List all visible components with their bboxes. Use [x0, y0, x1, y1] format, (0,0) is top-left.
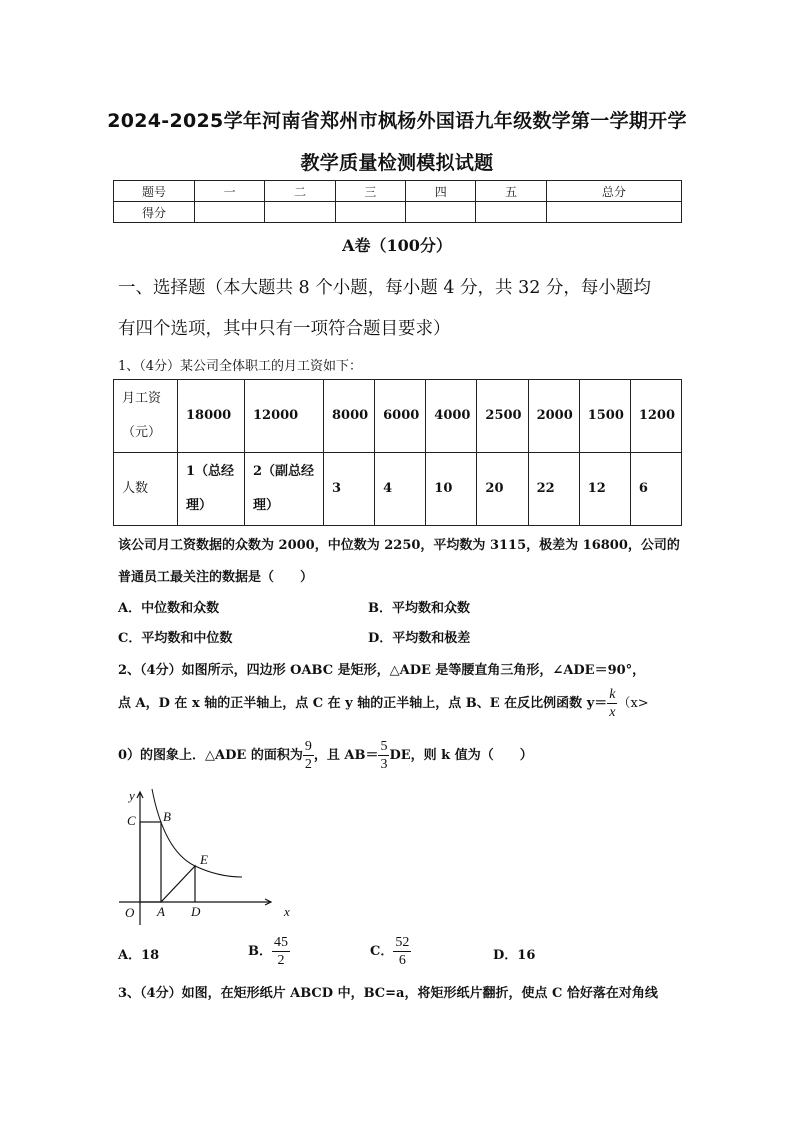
salary-cell: 2000	[528, 380, 579, 453]
q2-line-2: 点 A，D 在 x 轴的正半轴上，点 C 在 y 轴的正半轴上，点 B、E 在反比例函数 y＝ $\frac{k}{x}$ （x>	[118, 687, 649, 720]
q1-option-d[interactable]: D．平均数和极差	[368, 631, 471, 646]
count-cell: 4	[375, 453, 426, 526]
salary-cell: 18000	[178, 380, 245, 453]
area-fraction: $\frac{9}{2}$	[304, 739, 312, 772]
triangle-ade	[161, 866, 195, 902]
count-cell: 12	[579, 453, 630, 526]
count-cell: 1（总经 理）	[178, 453, 245, 526]
q3-line-1: 3、（4分）如图，在矩形纸片 ABCD 中，BC=a，将矩形纸片翻折，使点 C 恰好落在对角线	[118, 986, 658, 1001]
part-a-heading: A卷（100分）	[342, 236, 452, 255]
salary-cell: 1200	[630, 380, 681, 453]
salary-cell: 8000	[324, 380, 375, 453]
count-cell: 22	[528, 453, 579, 526]
hyperbola-curve	[152, 789, 242, 877]
label-e: E	[200, 852, 208, 867]
q2-option-c[interactable]: C． $\frac{52}{6}$	[370, 935, 410, 968]
count-row-label: 人数	[114, 453, 178, 526]
q1-text-1: 该公司月工资数据的众数为 2000，中位数为 2250，平均数为 3115，极差为 16800，公司的	[118, 538, 680, 553]
q2-option-d[interactable]: D．16	[493, 948, 536, 963]
label-d: D	[191, 904, 201, 919]
count-cell: 3	[324, 453, 375, 526]
label-b: B	[163, 809, 171, 824]
q1-prompt: 1、（4分）某公司全体职工的月工资如下：	[118, 359, 363, 374]
label-o: O	[125, 905, 135, 920]
q2-option-b[interactable]: B． $\frac{45}{2}$	[248, 935, 288, 968]
salary-cell: 1500	[579, 380, 630, 453]
score-header-cell: 二	[265, 181, 335, 202]
score-header-cell: 一	[195, 181, 265, 202]
label-a: A	[157, 904, 165, 919]
label-c: C	[127, 813, 136, 828]
salary-cell: 6000	[375, 380, 426, 453]
rectangle-oabc	[140, 822, 161, 902]
score-header-cell: 四	[406, 181, 476, 202]
q2-line-1: 2、（4分）如图所示，四边形 OABC 是矩形，△ADE 是等腰直角三角形，∠ADE＝90°，	[118, 663, 646, 678]
q2-option-a[interactable]: A．18	[118, 948, 160, 963]
ratio-fraction: $\frac{5}{3}$	[380, 739, 388, 772]
function-fraction: $\frac{k}{x}$	[609, 687, 616, 720]
section-heading-line-2: 有四个选项，其中只有一项符合题目要求）	[118, 319, 451, 339]
label-y: y	[129, 788, 135, 803]
label-x: x	[284, 904, 290, 919]
title-line-2: 教学质量检测模拟试题	[300, 152, 494, 174]
count-cell: 6	[630, 453, 681, 526]
title-line-1: 2024-2025学年河南省郑州市枫杨外国语九年级数学第一学期开学	[107, 110, 687, 132]
salary-cell: 2500	[477, 380, 528, 453]
q1-option-a[interactable]: A．中位数和众数	[118, 601, 220, 616]
score-header-cell: 五	[476, 181, 546, 202]
score-header-cell: 总分	[546, 181, 681, 202]
score-header-cell: 题号	[114, 181, 195, 202]
q1-option-c[interactable]: C．平均数和中位数	[118, 631, 233, 646]
count-cell: 2（副总经 理）	[245, 453, 324, 526]
section-heading-line-1: 一、选择题（本大题共 8 个小题，每小题 4 分，共 32 分，每小题均	[118, 278, 651, 298]
count-cell: 10	[426, 453, 477, 526]
salary-cell: 4000	[426, 380, 477, 453]
count-cell: 20	[477, 453, 528, 526]
salary-cell: 12000	[245, 380, 324, 453]
q1-text-2: 普通员工最关注的数据是（ ）	[118, 570, 314, 585]
score-header-cell: 三	[335, 181, 405, 202]
q1-option-b[interactable]: B．平均数和众数	[368, 601, 470, 616]
score-row-label: 得分	[114, 202, 195, 223]
q2-line-3: 0）的图象上．△ADE 的面积为 $\frac{9}{2}$ ，且 AB＝ $\frac{5}{3}$ DE，则 k 值为（ ）	[118, 739, 533, 772]
salary-row-label: 月工资 （元）	[114, 380, 178, 453]
